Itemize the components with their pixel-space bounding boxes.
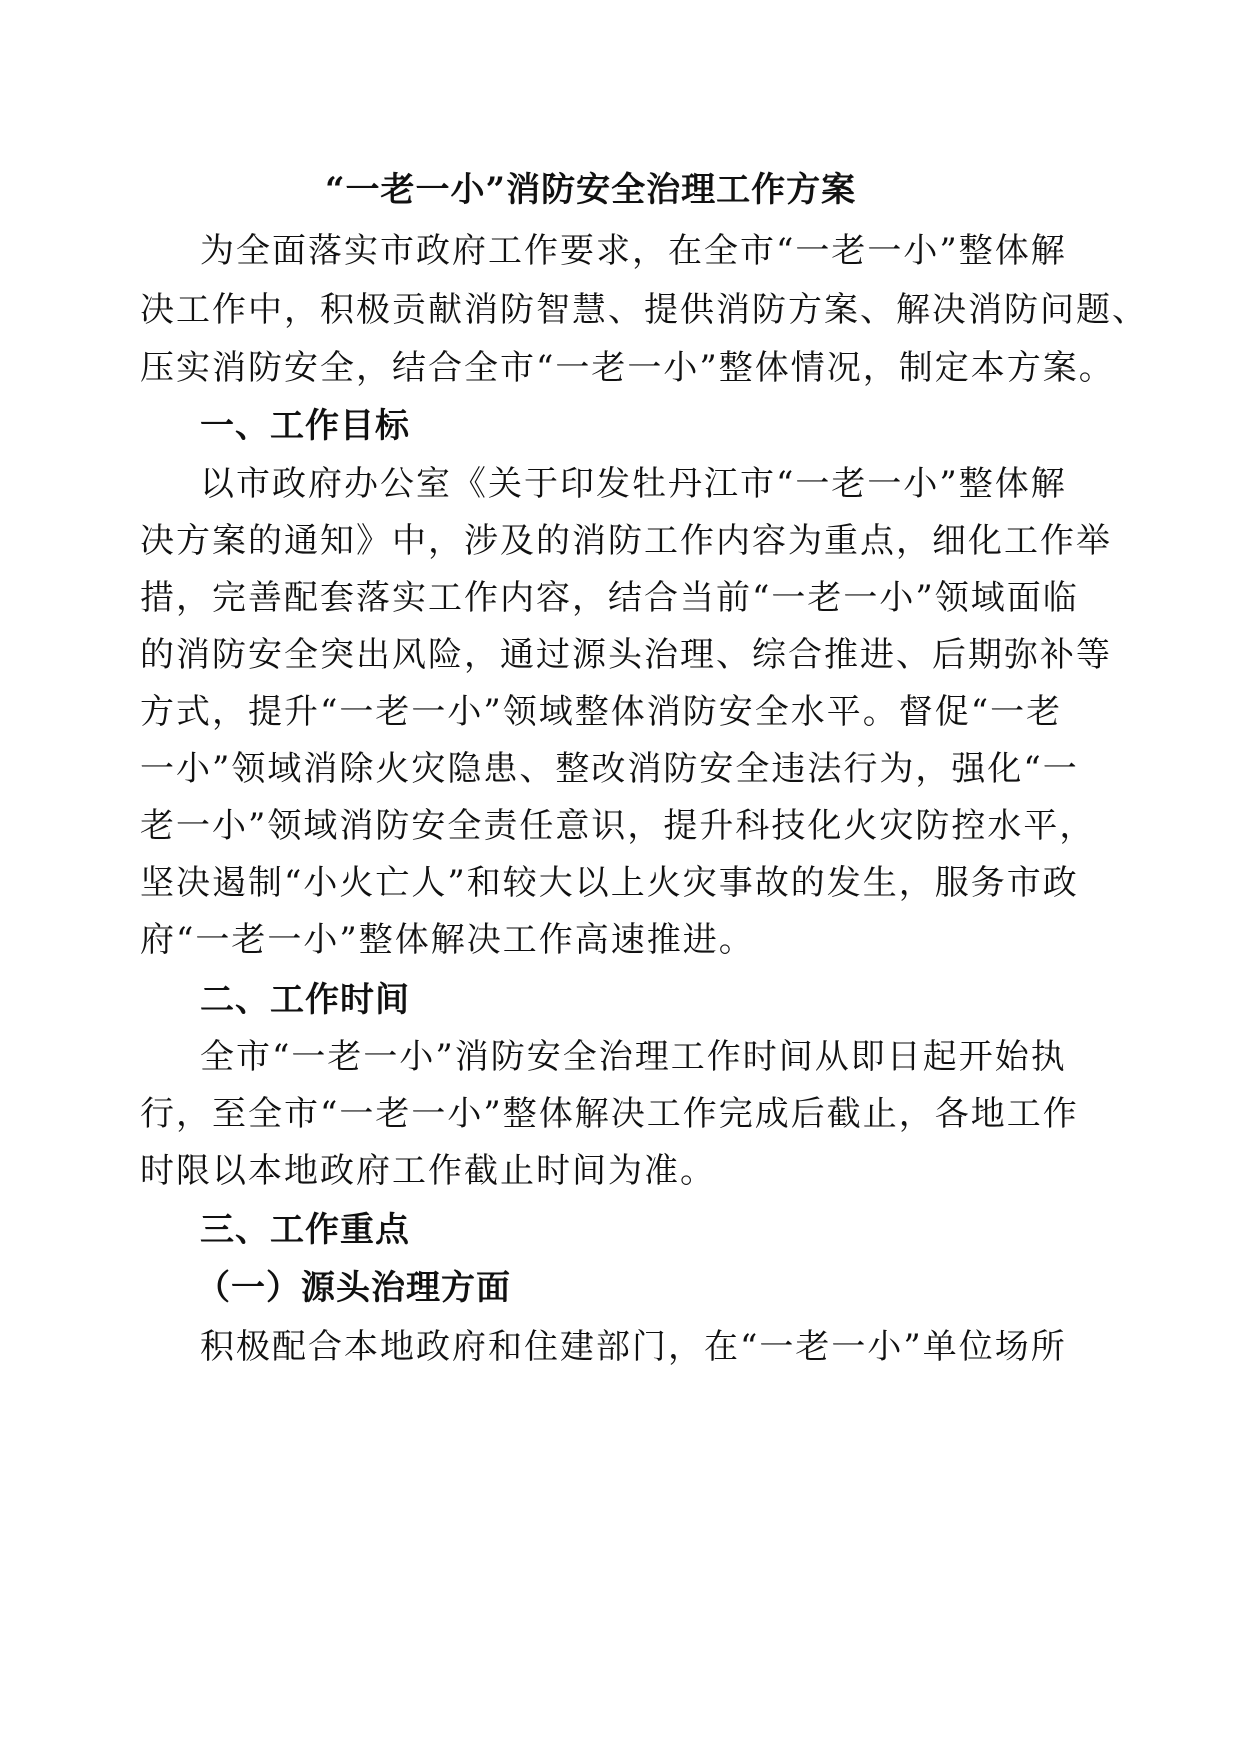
- section-heading-time: 二、工作时间: [200, 980, 410, 1020]
- goal-line: 老一小”领域消防安全责任意识，提升科技化火灾防控水平，: [140, 806, 1096, 846]
- goal-line: 一小”领域消除火灾隐患、整改消防安全违法行为，强化“一: [140, 749, 1079, 789]
- section-heading-goal: 一、工作目标: [200, 406, 410, 446]
- time-line: 行，至全市“一老一小”整体解决工作完成后截止，各地工作: [140, 1094, 1079, 1134]
- document-title: “一老一小”消防安全治理工作方案: [325, 170, 857, 210]
- goal-line: 的消防安全突出风险，通过源头治理、综合推进、后期弥补等: [140, 635, 1112, 675]
- goal-line: 方式，提升“一老一小”领域整体消防安全水平。督促“一老: [140, 692, 1063, 732]
- intro-line: 为全面落实市政府工作要求，在全市“一老一小”整体解: [200, 231, 1067, 271]
- goal-line: 决方案的通知》中，涉及的消防工作内容为重点，细化工作举: [140, 521, 1112, 561]
- focus-line: 积极配合本地政府和住建部门，在“一老一小”单位场所: [200, 1327, 1067, 1367]
- goal-line: 措，完善配套落实工作内容，结合当前“一老一小”领域面临: [140, 578, 1079, 618]
- intro-line: 压实消防安全，结合全市“一老一小”整体情况，制定本方案。: [140, 348, 1115, 388]
- time-line: 全市“一老一小”消防安全治理工作时间从即日起开始执: [200, 1037, 1067, 1077]
- section-heading-focus: 三、工作重点: [200, 1210, 410, 1250]
- time-line: 时限以本地政府工作截止时间为准。: [140, 1151, 716, 1191]
- goal-line: 坚决遏制“小火亡人”和较大以上火灾事故的发生，服务市政: [140, 863, 1079, 903]
- intro-line: 决工作中，积极贡献消防智慧、提供消防方案、解决消防问题、: [140, 290, 1148, 330]
- goal-line: 府“一老一小”整体解决工作高速推进。: [140, 920, 755, 960]
- goal-line: 以市政府办公室《关于印发牡丹江市“一老一小”整体解: [200, 464, 1067, 504]
- subsection-heading-source: （一）源头治理方面: [196, 1268, 511, 1308]
